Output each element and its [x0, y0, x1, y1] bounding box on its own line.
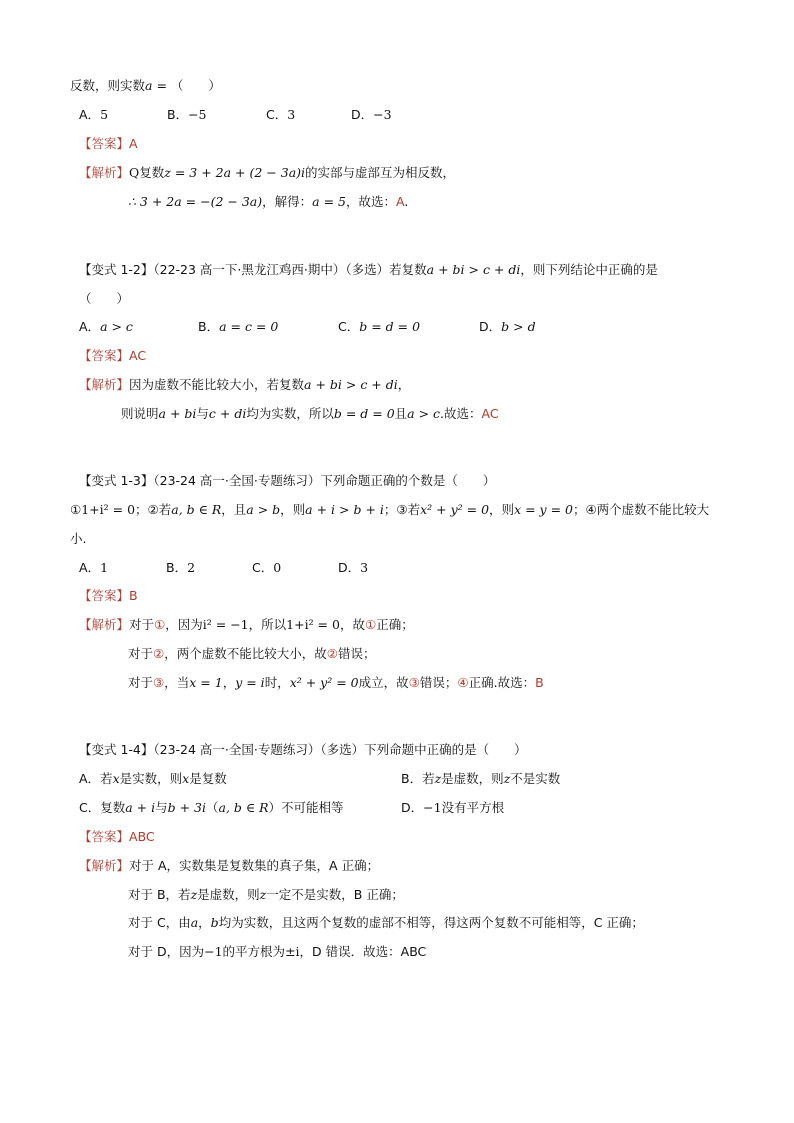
problem-1-4-analysis-1: 【解析】对于 A，实数集是复数集的真子集，A 正确； — [79, 858, 380, 873]
problem-0-answer — [79, 135, 138, 153]
option-c: C．3 — [266, 107, 296, 122]
option-a: A．a > c — [79, 319, 133, 334]
problem-1-3-analysis-3: 对于③，当x = 1，y = i时，x² + y² = 0成立，故③错误；④正确.故选：B — [128, 675, 544, 690]
option-d: D．−3 — [351, 107, 392, 122]
analysis-tag: 【解析】 — [79, 165, 130, 180]
problem-1-2-stem: 【变式 1-2】（22-23 高一下·黑龙江鸡西·期中）（多选）若复数a + bi > c + di，则下列结论中正确的是 — [79, 262, 658, 277]
problem-1-2-options — [79, 318, 536, 336]
problem-1-4-option-b: B．若z是虚数，则z不是实数 — [401, 771, 561, 786]
problem-1-3-statements: ①1+i² = 0；②若a, b ∈ R，且a > b，则a + i > b + i；③若x² + y² = 0，则x = y = 0；④两个虚数不能比较大 — [70, 502, 710, 517]
problem-1-3-answer: 【答案】B — [79, 588, 138, 603]
problem-1-4-option-c: C．复数a + i与b + 3i（a, b ∈ R）不可能相等 — [79, 800, 344, 815]
option-a: A．1 — [79, 560, 109, 575]
stem-text: = （ ） — [152, 78, 221, 93]
problem-1-4-option-d: D．−1没有平方根 — [401, 800, 505, 815]
problem-0-analysis-1: 【解析】Q复数z = 3 + 2a + (2 − 3a)i的实部与虚部互为相反数， — [79, 165, 456, 180]
problem-1-4-analysis-2: 对于 B，若z是虚数，则z一定不是实数，B 正确； — [128, 887, 404, 902]
option-b: B．−5 — [167, 107, 207, 122]
problem-0-analysis-2: ∴ 3 + 2a = −(2 − 3a)，解得：a = 5，故选：A. — [128, 194, 409, 209]
problem-1-2-analysis-1: 【解析】因为虚数不能比较大小，若复数a + bi > c + di， — [79, 377, 411, 392]
problem-1-3-stem: 【变式 1-3】（23-24 高一·全国·专题练习）下列命题正确的个数是（ ） — [79, 473, 496, 488]
problem-1-2-analysis-2: 则说明a + bi与c + di均为实数，所以b = d = 0且a > c.故选：AC — [121, 406, 499, 421]
option-b: B．2 — [166, 560, 196, 575]
option-c: C．0 — [252, 560, 282, 575]
problem-1-2-answer: 【答案】AC — [79, 348, 147, 363]
problem-0-options — [79, 106, 392, 124]
problem-1-4-stem: 【变式 1-4】（23-24 高一·全国·专题练习）（多选）下列命题中正确的是（ ） — [79, 742, 527, 757]
problem-1-3-options — [79, 559, 368, 577]
stem-text: 反数，则实数 — [70, 78, 146, 93]
problem-1-3-analysis-1: 【解析】对于①，因为i² = −1，所以1+i² = 0，故①正确； — [79, 617, 414, 632]
problem-1-3-statements-cont: 小. — [70, 531, 87, 546]
option-d: D．3 — [338, 560, 369, 575]
problem-0-stem — [70, 77, 221, 95]
problem-1-2-paren: （ ） — [79, 291, 130, 306]
problem-1-3-analysis-2: 对于②，两个虚数不能比较大小，故②错误； — [128, 646, 376, 661]
option-a: A．5 — [79, 107, 109, 122]
problem-1-4-option-a: A．若x是实数，则x是复数 — [79, 771, 227, 786]
stem-math: a — [145, 78, 153, 93]
answer-value: A — [129, 136, 138, 151]
option-c: C．b = d = 0 — [338, 319, 421, 334]
option-d: D．b > d — [479, 319, 536, 334]
problem-1-4-analysis-3: 对于 C，由a，b均为实数，且这两个复数的虚部不相等，得这两个复数不可能相等，C 正确； — [128, 915, 644, 930]
problem-1-4-analysis-4: 对于 D，因为−1的平方根为±i，D 错误．故选：ABC — [128, 944, 427, 959]
answer-tag: 【答案】 — [79, 136, 130, 151]
option-b: B．a = c = 0 — [198, 319, 279, 334]
problem-1-4-answer: 【答案】ABC — [79, 829, 155, 844]
